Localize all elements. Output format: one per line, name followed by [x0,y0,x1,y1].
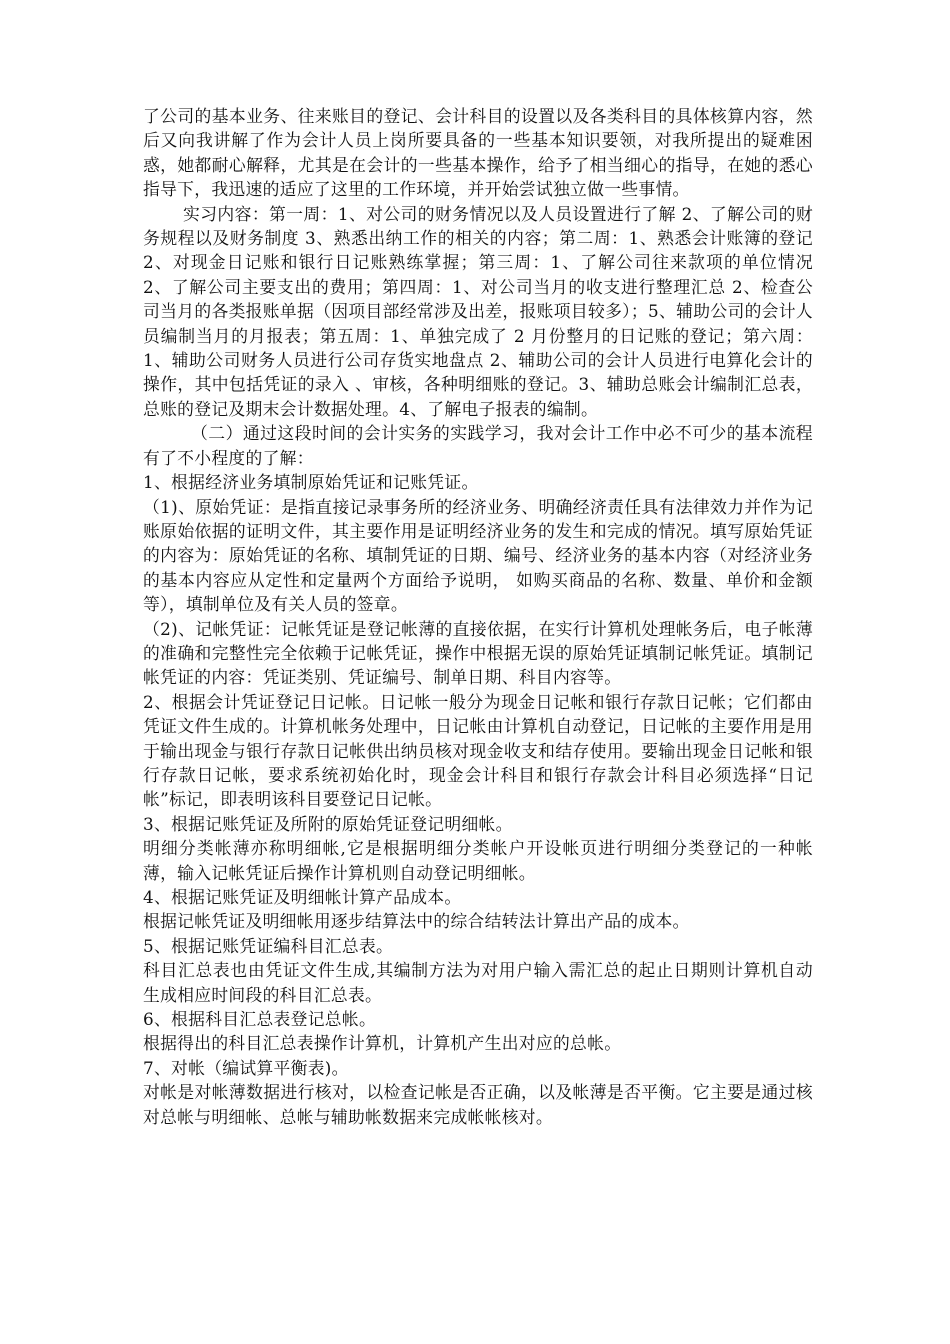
paragraph-step-3-heading: 3、根据记账凭证及所附的原始凭证登记明细帐。 [143,813,513,834]
paragraph-step-6-heading: 6、根据科目汇总表登记总帐。 [143,1009,377,1030]
document-body [143,104,813,1129]
paragraph-step-3-body: 明细分类帐薄亦称明细帐,它是根据明细分类帐户开设帐页进行明细分类登记的一种帐薄，输入记帐凭证后操作计算机则自动登记明细帐。 [143,838,813,883]
paragraph-step-4-heading: 4、根据记账凭证及明细帐计算产品成本。 [143,887,462,907]
paragraph-step-7-body: 对帐是对帐薄数据进行核对，以检查记帐是否正确，以及帐薄是否平衡。它主要是通过核对总帐与明细帐、总帐与辅助帐数据来完成帐帐核对。 [143,1082,813,1127]
paragraph-step-7-heading: 7、对帐（编试算平衡表)。 [143,1057,349,1078]
paragraph-step-6-body: 根据得出的科目汇总表操作计算机，计算机产生出对应的总帐。 [143,1033,622,1054]
paragraph-step-2-journal: 2、根据会计凭证登记日记帐。日记帐一般分为现金日记帐和银行存款日记帐；它们都由凭证文件生成的。计算机帐务处理中，日记帐由计算机自动登记，日记帐的主要作用是用于输出现金与银行存款日记帐供出纳员核对现金收支和结存使用。要输出现金日记帐和银行存款日记帐，要求系统初始化时，现金会计科目和银行存款会计科目必须选择“日记帐”标记，即表明该科目要登记日记帐。 [143,691,813,810]
paragraph-accounting-voucher: （2)、记帐凭证：记帐凭证是登记帐薄的直接依据，在实行计算机处理帐务后，电子帐薄的准确和完整性完全依赖于记帐凭证，操作中根据无误的原始凭证填制记帐凭证。填制记帐凭证的内容：凭证类别、凭证编号、制单日期、科目内容等。 [143,618,813,688]
paragraph-step-1-heading: 1、根据经济业务填制原始凭证和记账凭证。 [143,472,479,493]
paragraph-internship-content: 实习内容：第一周：1、对公司的财务情况以及人员设置进行了解 2、了解公司的财务规程以及财务制度 3、熟悉出纳工作的相关的内容；第二周：1、熟悉会计账簿的登记 2、对现金日记账和银行日记账熟练掌握；第三周：1、了解公司往来款项的单位情况 2、了解公司主要支出的费用；第四周：1、对公司当月的收支进行整理汇总 2、检查公司当月的各类报账单据（因项目部经常涉及出差，报账项目较多）；5、辅助公司的会计人员编制当月的月报表；第五周：1、单独完成了 2 月份整月的日记账的登记；第六周：1、辅助公司财务人员进行公司存货实地盘点 2、辅助公司的会计人员进行电算化会计的操作，其中包括凭证的录入 、审核，各种明细账的登记。3、辅助总账会计编制汇总表，总账的登记及期末会计数据处理。4、了解电子报表的编制。 [143,203,813,419]
paragraph-intro-continuation: 了公司的基本业务、往来账目的登记、会计科目的设置以及各类科目的具体核算内容，然后又向我讲解了作为会计人员上岗所要具备的一些基本知识要领，对我所提出的疑难困惑，她都耐心解释，尤其是在会计的一些基本操作，给予了相当细心的指导，在她的悉心指导下，我迅速的适应了这里的工作环境，并开始尝试独立做一些事情。 [143,106,813,200]
paragraph-original-voucher: （1)、原始凭证：是指直接记录事务所的经济业务、明确经济责任具有法律效力并作为记账原始依据的证明文件，其主要作用是证明经济业务的发生和完成的情况。填写原始凭证的内容为：原始凭证的名称、填制凭证的日期、编号、经济业务的基本内容（对经济业务的基本内容应从定性和定量两个方面给予说明， 如购买商品的名称、数量、单价和金额等），填制单位及有关人员的签章。 [143,496,813,615]
paragraph-step-5-body: 科目汇总表也由凭证文件生成,其编制方法为对用户输入需汇总的起止日期则计算机自动生成相应时间段的科目汇总表。 [143,960,813,1005]
paragraph-step-4-body: 根据记帐凭证及明细帐用逐步结算法中的综合结转法计算出产品的成本。 [143,911,690,932]
paragraph-step-5-heading: 5、根据记账凭证编科目汇总表。 [143,935,394,956]
paragraph-section-two-intro: （二）通过这段时间的会计实务的实践学习，我对会计工作中必不可少的基本流程有了不小程度的了解： [143,423,813,468]
